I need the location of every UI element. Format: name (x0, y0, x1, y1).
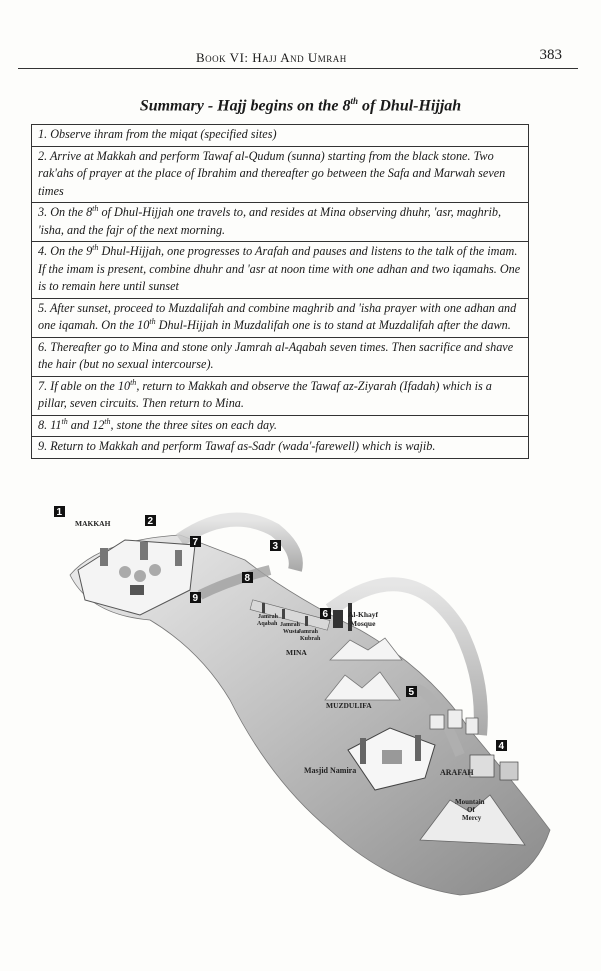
svg-text:3: 3 (272, 541, 279, 552)
marker-6 (320, 608, 331, 620)
label-jamrah-wusta: Jamrah (280, 622, 300, 628)
marker-9 (190, 592, 201, 604)
label-mountain-mercy: Mercy (462, 814, 482, 822)
svg-text:2: 2 (147, 516, 154, 527)
svg-text:7: 7 (192, 537, 199, 548)
label-mountain-of: Of (467, 806, 475, 814)
marker-3 (270, 540, 281, 552)
table-row (32, 298, 529, 337)
label-makkah: MAKKAH (75, 519, 111, 528)
label-mountain: Mountain (455, 798, 485, 806)
running-header (18, 46, 578, 69)
svg-text:6: 6 (322, 609, 329, 620)
label-jamrah-aqabah-2: Aqabah (257, 621, 278, 627)
table-row (32, 146, 529, 203)
label-al-khayf-mosque: Mosque (350, 619, 376, 628)
label-arafah: ARAFAH (440, 768, 474, 777)
arafah-buildings (470, 755, 518, 780)
table-row (32, 437, 529, 459)
marker-2 (145, 515, 156, 527)
step-2: 2. Arrive at Makkah and perform Tawaf al-Qudum (sunna) starting from the black stone. Two rak'ahs of prayer at the place of Ibrahim and thereafter go between the Safa and Marwah seven times (32, 146, 529, 203)
label-jamrah-wusta-2: Wusta (283, 629, 300, 635)
label-muzdulifa: MUZDULIFA (326, 701, 372, 710)
svg-text:9: 9 (192, 593, 199, 604)
hajj-steps-table (31, 124, 529, 459)
page-number: 383 (539, 47, 562, 63)
label-jamrah-aqabah: Jamrah (258, 614, 278, 620)
table-row (32, 125, 529, 147)
svg-text:5: 5 (408, 687, 415, 698)
step-5: 5. After sunset, proceed to Muzdalifah and combine maghrib and 'isha prayer with one adhan and one iqamah. On the 10th Dhul-Hijjah in Muzdalifah one is to stand at Muzdalifah after the dawn. (32, 298, 529, 337)
marker-7 (190, 536, 201, 548)
table-row (32, 242, 529, 299)
svg-text:8: 8 (244, 573, 251, 584)
marker-5 (406, 686, 417, 698)
step-3: 3. On the 8th of Dhul-Hijjah one travels to, and resides at Mina observing dhuhr, 'asr, maghrib, 'isha, and the fajr of the next morning. (32, 203, 529, 242)
svg-text:1: 1 (56, 507, 63, 518)
hajj-route-illustration (30, 500, 575, 910)
label-jamrah-kubrah-2: Kubrah (300, 636, 321, 642)
step-1: 1. Observe ihram from the miqat (specified sites) (32, 125, 529, 147)
step-9: 9. Return to Makkah and perform Tawaf as-Sadr (wada'-farewell) which is wajib. (32, 437, 529, 459)
label-jamrah-kubrah: Jamrah (298, 629, 318, 635)
step-8: 8. 11th and 12th, stone the three sites on each day. (32, 415, 529, 437)
step-6: 6. Thereafter go to Mina and stone only Jamrah al-Aqabah seven times. Then sacrifice and shave the hair (but no sexual intercourse). (32, 337, 529, 376)
table-row (32, 337, 529, 376)
label-al-khayf: Al-Khayf (348, 610, 378, 619)
step-7: 7. If able on the 10th, return to Makkah and observe the Tawaf az-Ziyarah (Ifadah) which is a pillar, seven circuits. Then return to Mina. (32, 376, 529, 415)
svg-text:4: 4 (498, 741, 505, 752)
marker-1 (54, 506, 65, 518)
table-row (32, 415, 529, 437)
label-mina: MINA (286, 648, 307, 657)
marker-8 (242, 572, 253, 584)
table-row (32, 376, 529, 415)
label-masjid-namira: Masjid Namira (304, 766, 357, 775)
marker-4 (496, 740, 507, 752)
book-title: Book VI: Hajj And Umrah (196, 50, 347, 65)
table-row (32, 203, 529, 242)
summary-title: Summary - Hajj begins on the 8th of Dhul-Hijjah (139, 96, 462, 115)
step-4: 4. On the 9th Dhul-Hijjah, one progresses to Arafah and pauses and listens to the talk of the imam. If the imam is present, combine dhuhr and 'asr at noon time with one adhan and two iqamahs. One is to remain here until sunset (32, 242, 529, 299)
